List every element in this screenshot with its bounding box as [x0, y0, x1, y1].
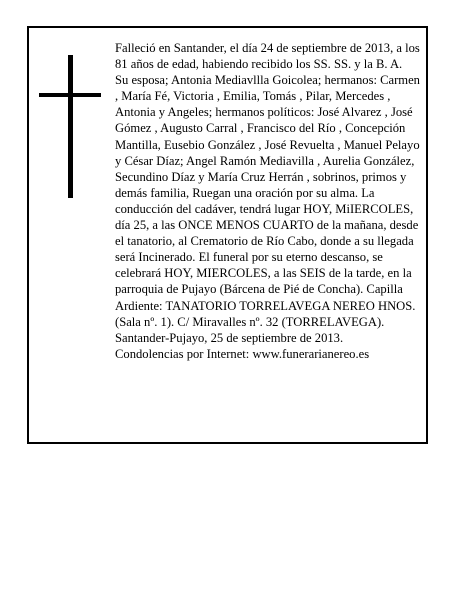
cross-horizontal-bar — [39, 93, 101, 97]
condolences-line: Condolencias por Internet: www.funerarianereo.es — [115, 346, 370, 361]
notice-text — [115, 40, 425, 362]
cross-vertical-bar — [68, 55, 73, 198]
place-and-date: Santander-Pujayo, 25 de septiembre de 2013. — [115, 330, 344, 345]
obituary-notice — [27, 26, 428, 444]
death-announcement: Falleció en Santander, el día 24 de septiembre de 2013, a los 81 años de edad, habiendo recibido los SS. SS. y la B. A. — [115, 41, 420, 72]
family-and-funeral-details: Su esposa; Antonia Mediavllla Goicolea; hermanos: Carmen , María Fé, Victoria , Emilia, Tomás , Pilar, Mercedes , Antonia y Angeles; hermanos políticos: José Alvarez , José Gómez , Augusto Carral , Francisco del Río , Concepción Mantilla, Eusebio González , José Revuelta , Manuel Pelayo y César Díaz; Angel Ramón Mediavilla , Aurelia González, Secundino Díaz y María Cruz Herrán , sobrinos, primos y demás familia, Ruegan una oración por su alma. La conducción del cadáver, tendrá lugar HOY, MiIERCOLES, día 25, a las ONCE MENOS CUARTO de la mañana, desde el tanatorio, al Crematorio de Río Cabo, donde a su llegada será Incinerado. El funeral por su eterno descanso, se celebrará HOY, MIERCOLES, a las SEIS de la tarde, en la parroquia de Pujayo (Bárcena de Pié de Concha). Capilla Ardiente: TANATORIO TORRELAVEGA NEREO HNOS. (Sala nº. 1). C/ Miravalles nº. 32 (TORRELAVEGA). — [115, 73, 420, 329]
cross-icon — [39, 55, 101, 198]
